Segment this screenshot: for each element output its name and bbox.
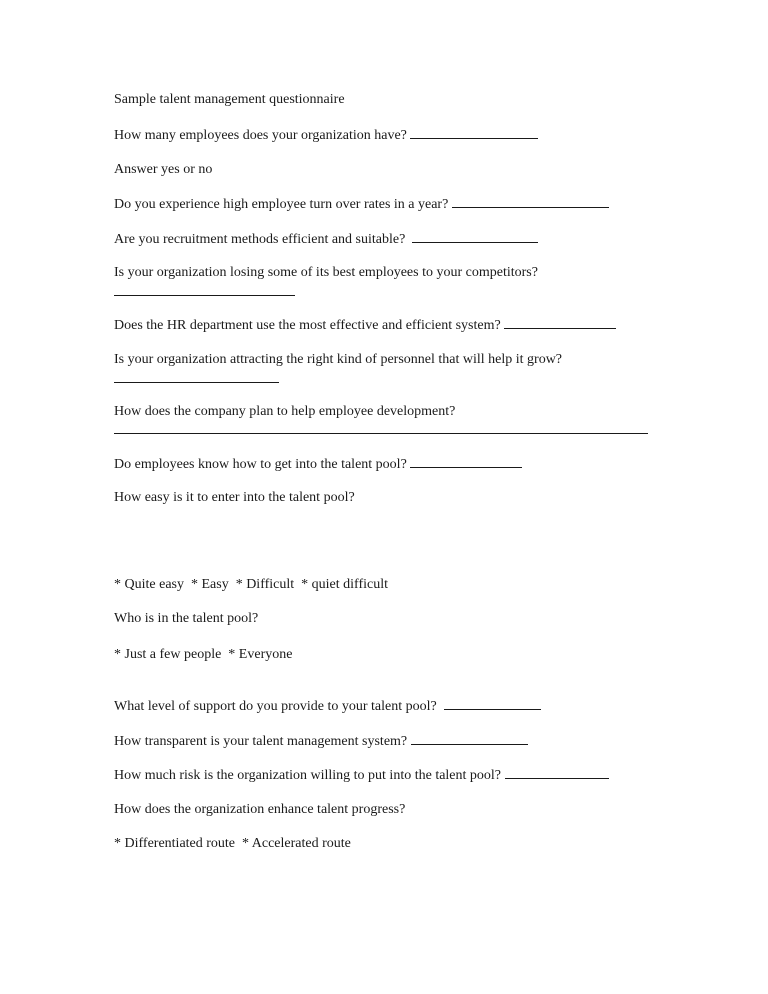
question-text: Are you recruitment methods efficient and suitable? xyxy=(114,232,406,247)
answer-blank[interactable] xyxy=(504,316,616,329)
question-text: Do employees know how to get into the talent pool? xyxy=(114,457,407,472)
answer-blank[interactable] xyxy=(452,195,609,208)
question-employee-count xyxy=(114,126,538,145)
question-hr-system xyxy=(114,316,616,335)
question-risk xyxy=(114,766,609,785)
answer-blank[interactable] xyxy=(412,230,538,243)
question-text: Does the HR department use the most effective and efficient system? xyxy=(114,318,501,333)
question-talent-pool-access xyxy=(114,455,522,474)
question-text: What level of support do you provide to your talent pool? xyxy=(114,699,437,714)
answer-line[interactable] xyxy=(114,421,648,440)
question-support-level xyxy=(114,697,541,716)
question-talent-progress: How does the organization enhance talent progress? xyxy=(114,802,406,817)
question-text: How transparent is your talent management system? xyxy=(114,734,408,749)
document-title: Sample talent management questionnaire xyxy=(114,92,345,107)
answer-blank[interactable] xyxy=(411,732,528,745)
answer-blank[interactable] xyxy=(505,766,609,779)
question-recruitment xyxy=(114,230,538,249)
question-talent-pool-members: Who is in the talent pool? xyxy=(114,611,259,626)
answer-blank[interactable] xyxy=(114,283,295,296)
answer-line[interactable] xyxy=(114,370,279,389)
question-attracting-personnel: Is your organization attracting the right kind of personnel that will help it grow? xyxy=(114,352,563,367)
answer-blank[interactable] xyxy=(114,421,648,434)
answer-blank[interactable] xyxy=(114,370,279,383)
instruction-text: Answer yes or no xyxy=(114,162,213,177)
answer-blank[interactable] xyxy=(410,126,538,139)
question-losing-employees: Is your organization losing some of its best employees to your competitors? xyxy=(114,265,538,280)
options-talent-pool-members: * Just a few people * Everyone xyxy=(114,647,293,662)
question-text: Do you experience high employee turn over rates in a year? xyxy=(114,197,449,212)
question-text: How many employees does your organization have? xyxy=(114,128,407,143)
answer-line[interactable] xyxy=(114,283,295,302)
question-transparency xyxy=(114,732,528,751)
options-ease-of-entry: * Quite easy * Easy * Difficult * quiet difficult xyxy=(114,577,388,592)
question-turnover xyxy=(114,195,609,214)
question-text: How much risk is the organization willing to put into the talent pool? xyxy=(114,768,502,783)
answer-blank[interactable] xyxy=(410,455,522,468)
options-talent-progress: * Differentiated route * Accelerated route xyxy=(114,836,351,851)
question-employee-development: How does the company plan to help employee development? xyxy=(114,404,456,419)
answer-blank[interactable] xyxy=(444,697,541,710)
question-ease-of-entry: How easy is it to enter into the talent pool? xyxy=(114,490,355,505)
